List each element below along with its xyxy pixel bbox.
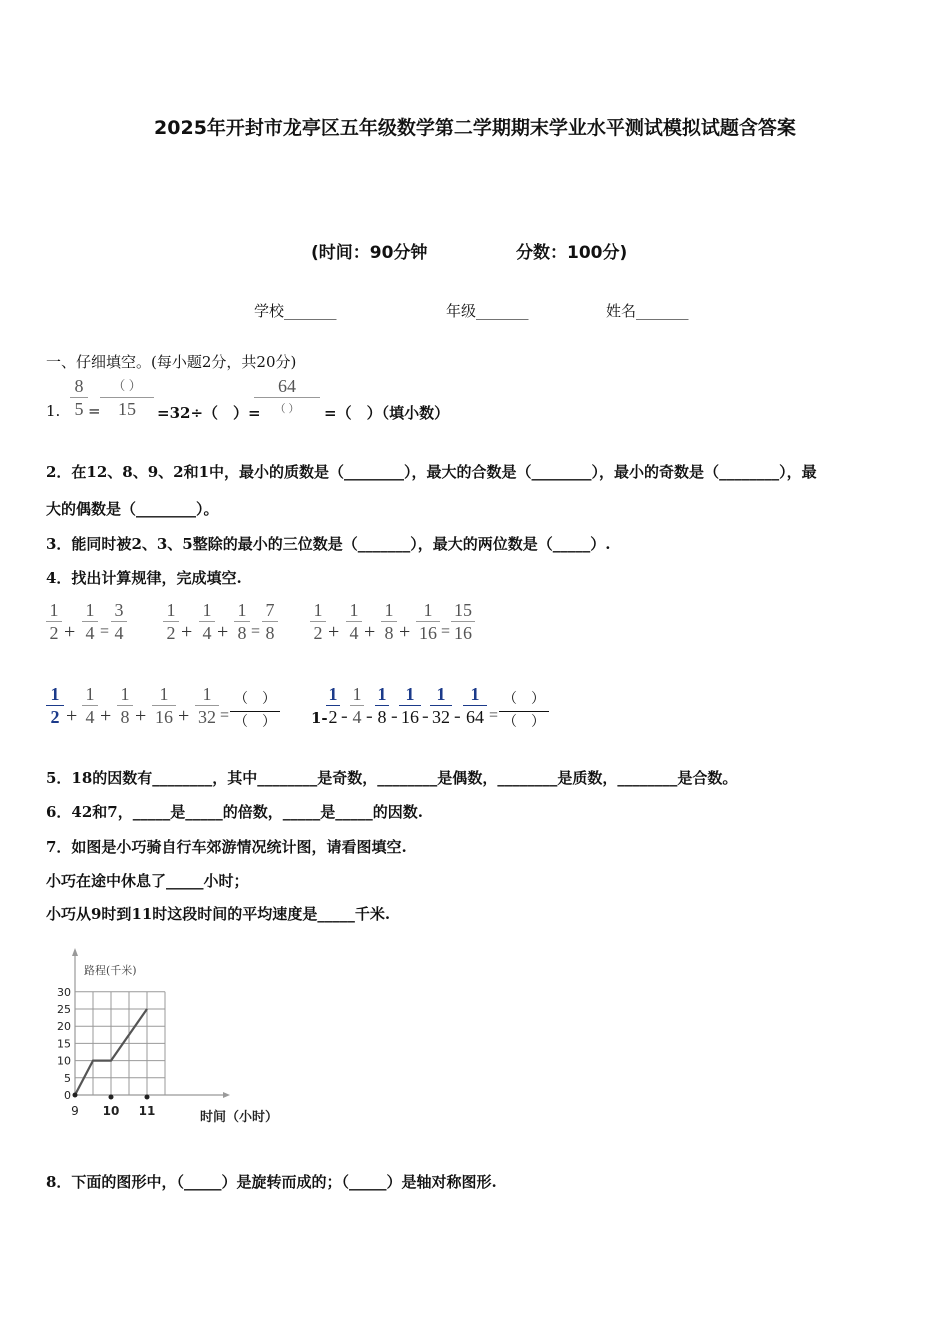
frac: 1 4 [82, 600, 98, 643]
equals-op: = [489, 707, 499, 724]
q7-line1: 小巧在途中休息了_____小时； [46, 872, 249, 890]
answer-fraction: （ ） （ ） [230, 690, 280, 733]
page-title: 2025年开封市龙亭区五年级数学第二学期期末学业水平测试模拟试题含答案 [154, 117, 796, 139]
plus-op: + [399, 621, 411, 643]
minus-op: - [341, 705, 348, 727]
q1-fraction-3: 64 （ ） [254, 376, 320, 419]
frac: 1 2 [310, 600, 326, 643]
x-tick-dot [109, 1095, 114, 1100]
chart-series [73, 1009, 148, 1098]
minus-op: - [366, 705, 373, 727]
frac: 1 2 [326, 684, 340, 727]
y-tick-labels [57, 986, 71, 1102]
plus-op: + [217, 621, 229, 643]
frac: 15 16 [451, 600, 475, 643]
q2-line1: 2．在12、8、9、2和1中，最小的质数是（________），最大的合数是（________），最小的奇数是（________），最 [46, 463, 817, 481]
x-tick-dot [145, 1095, 150, 1100]
x-tick-label: 11 [138, 1104, 156, 1118]
q8-text: 8．下面的图形中，（_____）是旋转而成的；（_____）是轴对称图形. [46, 1173, 497, 1191]
distance-time-chart [40, 940, 320, 1140]
equals-op: = [251, 623, 261, 640]
frac: 1 2 [46, 684, 64, 727]
q1-fraction-2: （ ） 15 [100, 376, 154, 419]
frac: 1 4 [346, 600, 362, 643]
frac: 1 16 [152, 684, 176, 727]
q1-equals: = [88, 402, 101, 420]
school-field: 学校_______ [254, 302, 337, 320]
section-heading: 一、仔细填空。(每小题2分，共20分) [46, 353, 297, 371]
answer-fraction: （ ） （ ） [499, 690, 549, 733]
exam-time: (时间：90分钟 [311, 243, 428, 263]
y-tick-label: 15 [57, 1037, 71, 1051]
frac: 1 32 [195, 684, 219, 727]
plus-op: + [64, 621, 76, 643]
frac: 1 8 [117, 684, 133, 727]
plus-op: + [135, 705, 147, 727]
q1-tail: =（ ）（填小数） [324, 404, 450, 422]
equals-op: = [220, 707, 230, 724]
frac: 1 4 [82, 684, 98, 727]
exam-score: 分数：100分) [516, 243, 628, 263]
y-tick-label: 30 [57, 985, 71, 999]
frac: 3 4 [111, 600, 127, 643]
plus-op: + [181, 621, 193, 643]
frac: 1 2 [163, 600, 179, 643]
grade-field: 年级_______ [446, 302, 529, 320]
plus-op: + [328, 621, 340, 643]
q5-text: 5．18的因数有________，其中________是奇数，________是偶数，________是质数，________是合数。 [46, 769, 738, 787]
q4-text: 4．找出计算规律，完成填空. [46, 569, 242, 587]
frac: 7 8 [262, 600, 278, 643]
q7-text: 7．如图是小巧骑自行车郊游情况统计图，请看图填空. [46, 838, 407, 856]
y-tick-label: 0 [64, 1089, 71, 1102]
data-point [73, 1093, 78, 1098]
minus-op: - [454, 705, 461, 727]
plus-op: + [100, 705, 112, 727]
x-tick-label: 9 [71, 1104, 79, 1118]
x-tick-labels [71, 1095, 155, 1119]
y-tick-label: 20 [57, 1020, 71, 1034]
frac: 1 16 [416, 600, 440, 643]
q3-text: 3．能同时被2、3、5整除的最小的三位数是（_______），最大的两位数是（_____）. [46, 535, 611, 553]
frac: 1 64 [463, 684, 487, 727]
one-minus: 1- [311, 709, 328, 727]
q1-middle: =32÷（ ）= [157, 404, 261, 422]
equals-op: = [100, 623, 110, 640]
x-axis-label: 时间（小时） [200, 1110, 279, 1125]
plus-op: + [66, 705, 78, 727]
frac: 1 8 [234, 600, 250, 643]
frac: 1 4 [199, 600, 215, 643]
plus-op: + [364, 621, 376, 643]
q1-number: 1. [46, 402, 61, 420]
y-tick-label: 25 [57, 1003, 71, 1016]
q7-line2: 小巧从9时到11时这段时间的平均速度是_____千米. [46, 905, 391, 923]
x-tick-label: 10 [102, 1104, 120, 1118]
q1-fraction-1: 8 5 [70, 376, 88, 419]
q6-text: 6．42和7，_____是_____的倍数，_____是_____的因数. [46, 803, 423, 821]
name-field: 姓名_______ [606, 302, 689, 320]
frac: 1 32 [432, 684, 450, 727]
minus-op: - [422, 705, 429, 727]
q2-line2: 大的偶数是（________）。 [46, 500, 219, 518]
frac: 1 4 [350, 684, 364, 727]
minus-op: - [391, 705, 398, 727]
equals-op: = [441, 623, 451, 640]
frac: 1 2 [46, 600, 62, 643]
frac: 1 16 [401, 684, 419, 727]
x-axis-arrow [223, 1092, 230, 1098]
y-axis-arrow [72, 948, 78, 956]
y-axis-label: 路程(千米) [84, 964, 137, 977]
chart-grid [75, 992, 165, 1095]
y-tick-label: 10 [57, 1054, 71, 1068]
y-tick-label: 5 [64, 1071, 71, 1085]
frac: 1 8 [375, 684, 389, 727]
frac: 1 8 [381, 600, 397, 643]
plus-op: + [178, 705, 190, 727]
